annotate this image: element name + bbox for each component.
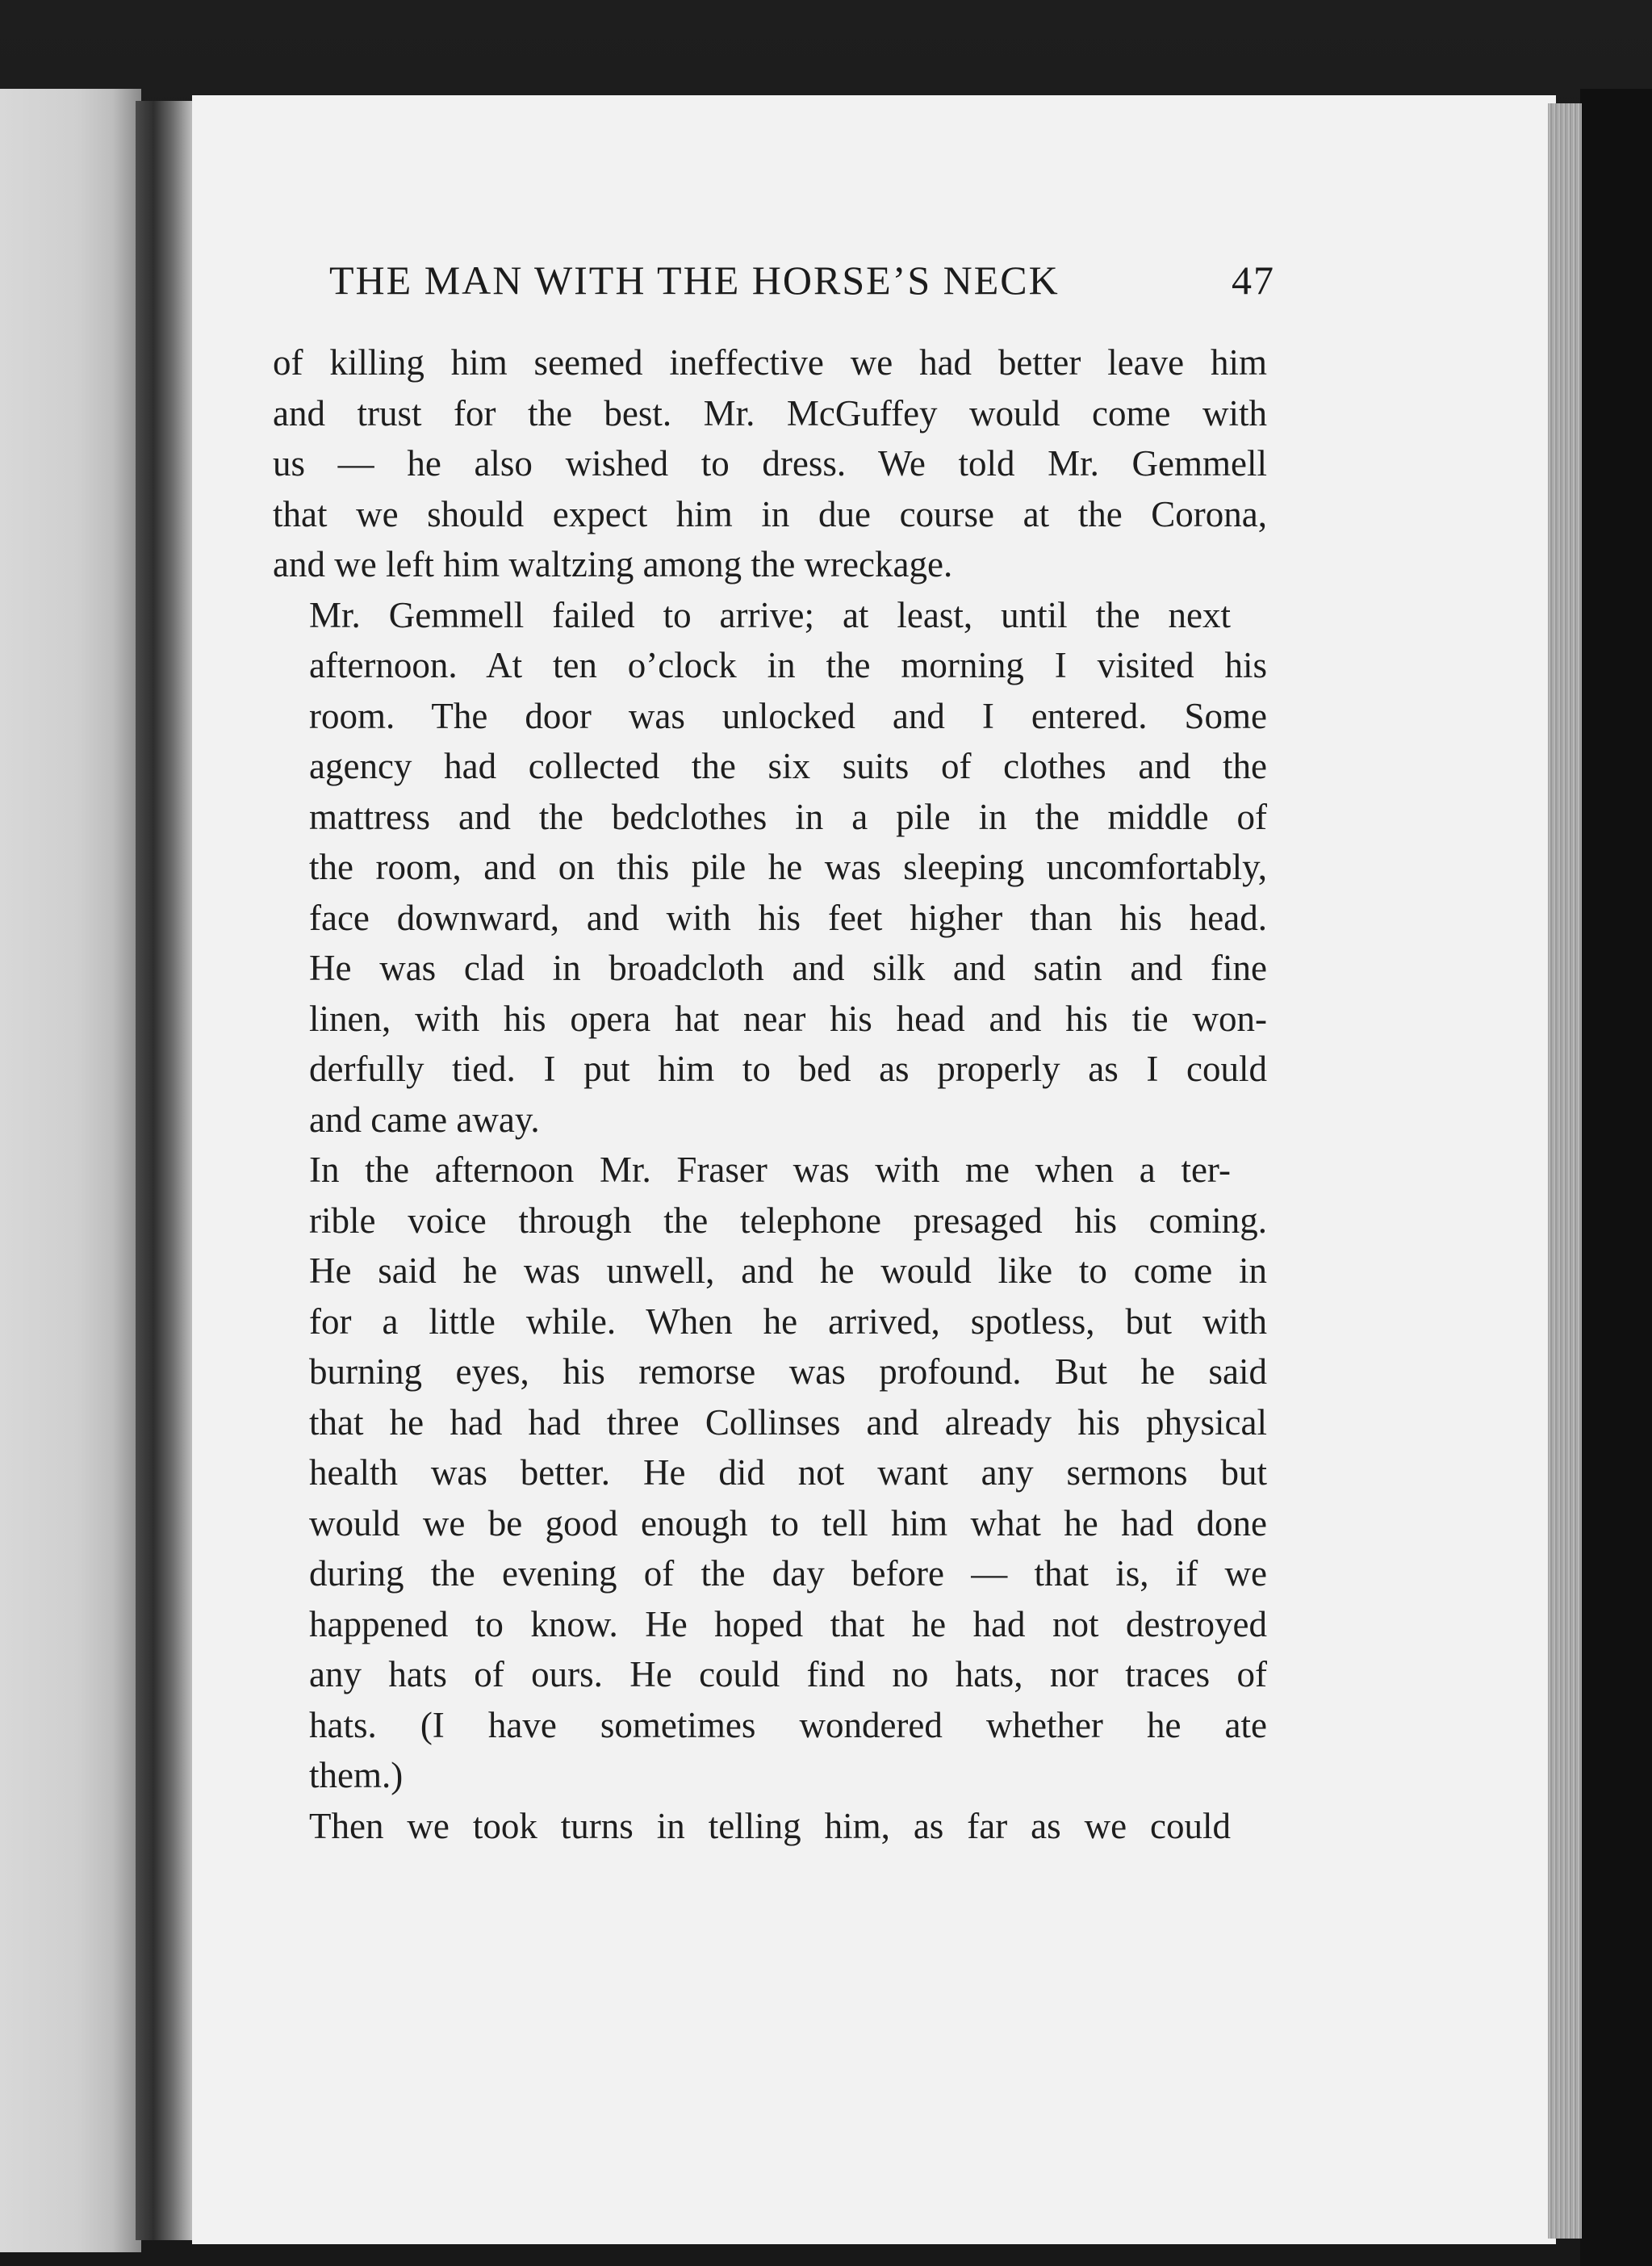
- text-line: and trust for the best. Mr. McGuffey would come with: [273, 392, 1267, 434]
- text-line: room. The door was unlocked and I entered. Some: [309, 695, 1267, 736]
- text-line: hats. (I have sometimes wondered whether he ate: [309, 1704, 1267, 1745]
- text-line: rible voice through the telephone presaged his coming.: [309, 1200, 1267, 1241]
- paragraph: [273, 1801, 1267, 1852]
- text-line: derfully tied. I put him to bed as properly as I could: [309, 1049, 1267, 1089]
- text-line: health was better. He did not want any sermons but: [309, 1452, 1267, 1493]
- text-line: any hats of ours. He could find no hats, nor traces of: [309, 1654, 1267, 1694]
- text-line: Then we took turns in telling him, as far as we could: [309, 1805, 1231, 1846]
- text-line: face downward, and with his feet higher than his head.: [309, 897, 1267, 938]
- paragraph: [273, 590, 1267, 1146]
- running-head: [329, 257, 1275, 304]
- text-line: In the afternoon Mr. Fraser was with me when a ter-: [309, 1150, 1231, 1190]
- text-line: and we left him waltzing among the wreckage.: [273, 544, 953, 584]
- text-line: He was clad in broadcloth and silk and satin and fine: [309, 948, 1267, 988]
- book-gutter: [136, 101, 196, 2240]
- text-line: He said he was unwell, and he would like to come in: [309, 1250, 1267, 1291]
- scanner-border: [1580, 89, 1652, 2266]
- body-text: [273, 337, 1267, 1851]
- text-line: happened to know. He hoped that he had not destroyed: [309, 1603, 1267, 1644]
- text-line: that we should expect him in due course at the Corona,: [273, 493, 1267, 534]
- text-line: linen, with his opera hat near his head and his tie won-: [309, 998, 1267, 1039]
- text-line: of killing him seemed ineffective we had better leave him: [273, 342, 1267, 383]
- text-line: during the evening of the day before — that is, if we: [309, 1553, 1267, 1594]
- page-number: 47: [1232, 258, 1275, 303]
- text-line: would we be good enough to tell him what he had done: [309, 1502, 1267, 1543]
- text-line: mattress and the bedclothes in a pile in the middle of: [309, 796, 1267, 837]
- text-line: the room, and on this pile he was sleeping uncomfortably,: [309, 847, 1267, 887]
- text-line: and came away.: [309, 1099, 540, 1140]
- text-line: agency had collected the six suits of clothes and the: [309, 746, 1267, 786]
- running-head-title: THE MAN WITH THE HORSE’S NECK: [329, 258, 1060, 303]
- text-line: us — he also wished to dress. We told Mr. Gemmell: [273, 443, 1267, 484]
- text-line: that he had had three Collinses and already his physical: [309, 1401, 1267, 1443]
- text-line: afternoon. At ten o’clock in the morning I visited his: [309, 645, 1267, 685]
- text-line: them.): [309, 1755, 404, 1795]
- text-line: Mr. Gemmell failed to arrive; at least, until the next: [309, 594, 1231, 635]
- page-stack-edge: [1548, 103, 1582, 2239]
- text-line: for a little while. When he arrived, spotless, but with: [309, 1301, 1267, 1342]
- left-page-edge: [0, 89, 141, 2252]
- text-line: burning eyes, his remorse was profound. But he said: [309, 1351, 1267, 1392]
- paragraph: [273, 337, 1267, 590]
- paragraph: [273, 1145, 1267, 1801]
